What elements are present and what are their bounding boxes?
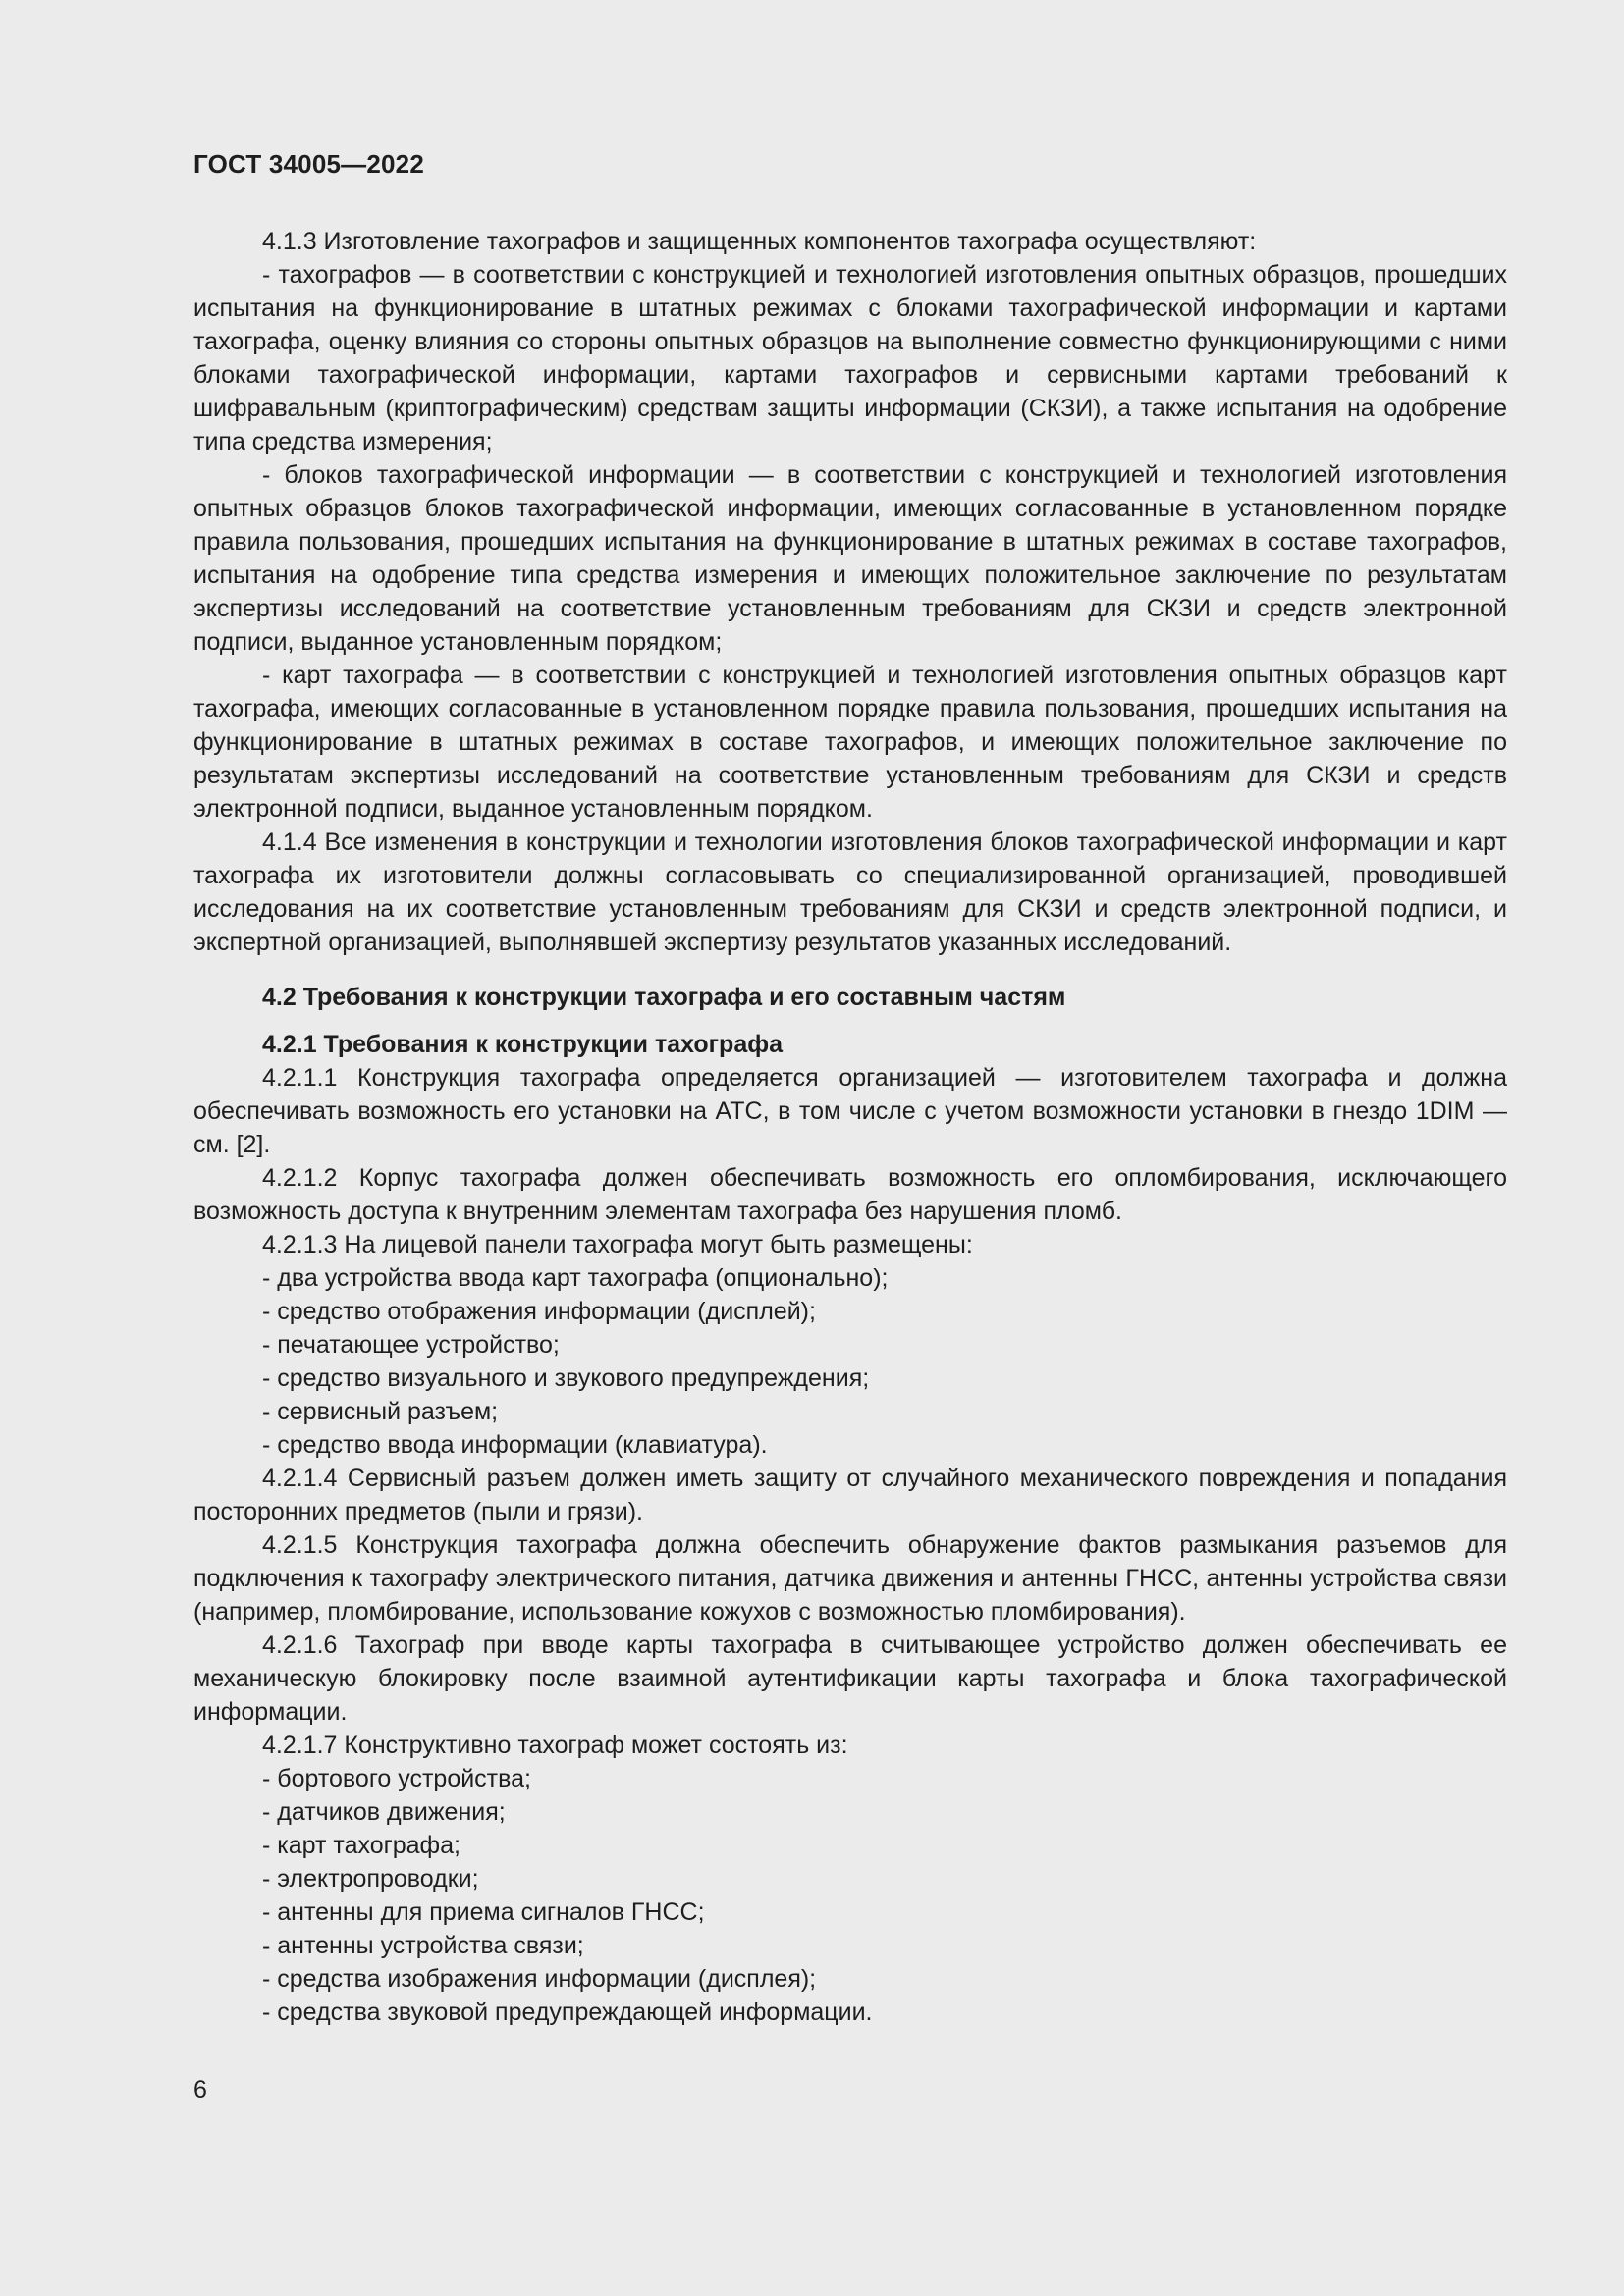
components-list [193, 1762, 1507, 2029]
list-item: - антенны для приема сигналов ГНСС; [262, 1898, 705, 1926]
paragraph-4-1-4: 4.1.4 Все изменения в конструкции и технологии изготовления блоков тахографической информации и карт тахографа их изготовители должны согласовывать со специализированной организацией, проводившей исследования на их соответствие установленным требованиям для СКЗИ и средств электронной подписи, и экспертной организацией, выполнявшей экспертизу результатов указанных исследований. [193, 828, 1507, 956]
front-panel-list [193, 1261, 1507, 1462]
page-number: 6 [193, 2076, 207, 2104]
paragraph-tachographs: - тахографов — в соответствии с конструкцией и технологией изготовления опытных образцов, прошедших испытания на функционирование в штатных режимах с блоками тахографической информации и картами тахографа, оценку влияния со стороны опытных образцов на выполнение совместно функционирующими с ними блоками тахографической информации, картами тахографов и сервисными картами требований к шифравальным (криптографическим) средствам защиты информации (СКЗИ), а также испытания на одобрение типа средства измерения; [193, 261, 1507, 455]
subsection-heading-4-2-1: 4.2.1 Требования к конструкции тахографа [262, 1031, 784, 1058]
list-item: - датчиков движения; [262, 1798, 506, 1826]
list-item: - печатающее устройство; [262, 1331, 560, 1359]
paragraph-4-2-1-2: 4.2.1.2 Корпус тахографа должен обеспечивать возможность его опломбирования, исключающего возможность доступа к внутренним элементам тахографа без нарушения пломб. [193, 1164, 1507, 1225]
list-item: - карт тахографа; [262, 1832, 460, 1859]
document-body [193, 225, 1507, 2029]
paragraph-4-1-3: 4.1.3 Изготовление тахографов и защищенных компонентов тахографа осуществляют: [262, 228, 1257, 255]
paragraph-cards: - карт тахографа — в соответствии с конструкцией и технологией изготовления опытных образцов карт тахографа, имеющих согласованные в установленном порядке правила пользования, прошедших испытания на функционирование в штатных режимах в составе тахографов, и имеющих положительное заключение по результатам экспертизы исследований на соответствие установленным требованиям для СКЗИ и средств электронной подписи, выданное установленным порядком. [193, 662, 1507, 823]
list-item: - средство отображения информации (дисплей); [262, 1298, 816, 1325]
list-item: - средство ввода информации (клавиатура). [262, 1431, 768, 1459]
paragraph-4-2-1-6: 4.2.1.6 Тахограф при вводе карты тахографа в считывающее устройство должен обеспечивать ее механическую блокировку после взаимной аутентификации карты тахографа и блока тахографической информации. [193, 1631, 1507, 1726]
paragraph-4-2-1-4: 4.2.1.4 Сервисный разъем должен иметь защиту от случайного механического повреждения и попадания посторонних предметов (пыли и грязи). [193, 1465, 1507, 1525]
list-item: - сервисный разъем; [262, 1398, 499, 1425]
list-item: - электропроводки; [262, 1865, 479, 1893]
paragraph-4-2-1-7: 4.2.1.7 Конструктивно тахограф может состоять из: [262, 1732, 848, 1759]
paragraph-4-2-1-1: 4.2.1.1 Конструкция тахографа определяется организацией — изготовителем тахографа и должна обеспечивать возможность его установки на АТС, в том числе с учетом возможности установки в гнездо 1DIM — см. [2]. [193, 1064, 1507, 1158]
section-heading-4-2: 4.2 Требования к конструкции тахографа и его составным частям [262, 984, 1066, 1011]
list-item: - средство визуального и звукового предупреждения; [262, 1364, 870, 1392]
list-item: - бортового устройства; [262, 1765, 531, 1792]
paragraph-4-2-1-5: 4.2.1.5 Конструкция тахографа должна обеспечить обнаружение фактов размыкания разъемов для подключения к тахографу электрического питания, датчика движения и антенны ГНСС, антенны устройства связи (например, пломбирование, использование кожухов с возможностью пломбирования). [193, 1531, 1507, 1626]
list-item: - средства изображения информации (дисплея); [262, 1965, 817, 1993]
document-header-code: ГОСТ 34005—2022 [193, 149, 424, 179]
list-item: - два устройства ввода карт тахографа (опционально); [262, 1264, 889, 1292]
list-item: - антенны устройства связи; [262, 1932, 584, 1959]
paragraph-4-2-1-3: 4.2.1.3 На лицевой панели тахографа могут быть размещены: [262, 1231, 973, 1258]
paragraph-blocks: - блоков тахографической информации — в соответствии с конструкцией и технологией изготовления опытных образцов блоков тахографической информации, имеющих согласованные в установленном порядке правила пользования, прошедших испытания на функционирование в штатных режимах в составе тахографов, испытания на одобрение типа средства измерения и имеющих положительное заключение по результатам экспертизы исследований на соответствие установленным требованиям для СКЗИ и средств электронной подписи, выданное установленным порядком; [193, 461, 1507, 656]
list-item: - средства звуковой предупреждающей информации. [262, 1999, 873, 2026]
